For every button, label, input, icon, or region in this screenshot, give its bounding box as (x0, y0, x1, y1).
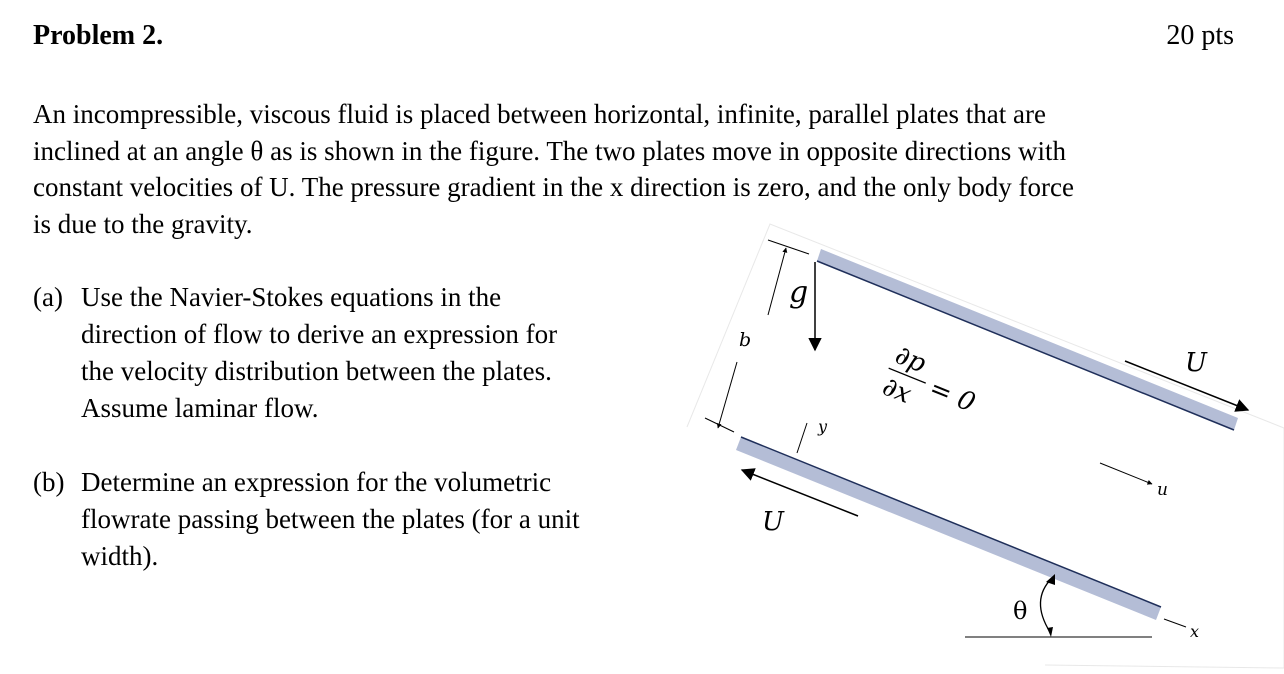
x-axis-line (1164, 619, 1186, 627)
part-a-line: Assume laminar flow. (81, 393, 319, 423)
statement-line: inclined at an angle θ as is shown in the figure. The two plates move in opposite directions with (33, 135, 1066, 166)
scan-border (687, 224, 1284, 668)
pressure-denominator: ∂x (878, 371, 916, 411)
part-a-line: the velocity distribution between the plates. (81, 356, 552, 386)
upper-velocity-label: U (1185, 348, 1207, 378)
upper-plate (817, 249, 1238, 430)
gravity-label: g (789, 275, 809, 310)
gap-dimension (705, 240, 809, 432)
velocity-arrow (1100, 463, 1152, 484)
angle-arc (1040, 578, 1052, 632)
y-axis-line (797, 423, 807, 453)
x-axis-label: x (1190, 622, 1200, 641)
angle-label: θ (1013, 597, 1028, 625)
part-a-label: (a) (33, 282, 63, 312)
y-axis-label: y (818, 417, 828, 436)
statement-line: constant velocities of U. The pressure gradient in the x direction is zero, and the only body force (33, 172, 1074, 202)
part-a-line: direction of flow to derive an expression for (81, 319, 558, 349)
lower-plate (736, 437, 1161, 620)
part-b-label: (b) (33, 467, 65, 497)
statement-line: is due to the gravity. (33, 208, 253, 239)
velocity-label: u (1157, 480, 1168, 500)
points-value: 20 pts (1166, 20, 1234, 51)
part-b-line: Determine an expression for the volumetric (81, 467, 552, 497)
lower-velocity-label: U (762, 507, 784, 537)
gap-label: b (739, 329, 752, 351)
angle-arrowhead-lower (1047, 627, 1053, 637)
part-b-line: width). (81, 541, 159, 571)
pressure-value: = 0 (924, 373, 980, 419)
part-a-line: Use the Navier-Stokes equations in the (81, 282, 502, 312)
pressure-gradient-expression (876, 339, 986, 433)
pressure-numerator: ∂p (890, 340, 931, 380)
statement-line: An incompressible, viscous fluid is placed between horizontal, infinite, parallel plates that are (33, 99, 1046, 129)
problem-title: Problem 2. (33, 20, 164, 51)
part-b-line: flowrate passing between the plates (for a unit (81, 504, 580, 534)
